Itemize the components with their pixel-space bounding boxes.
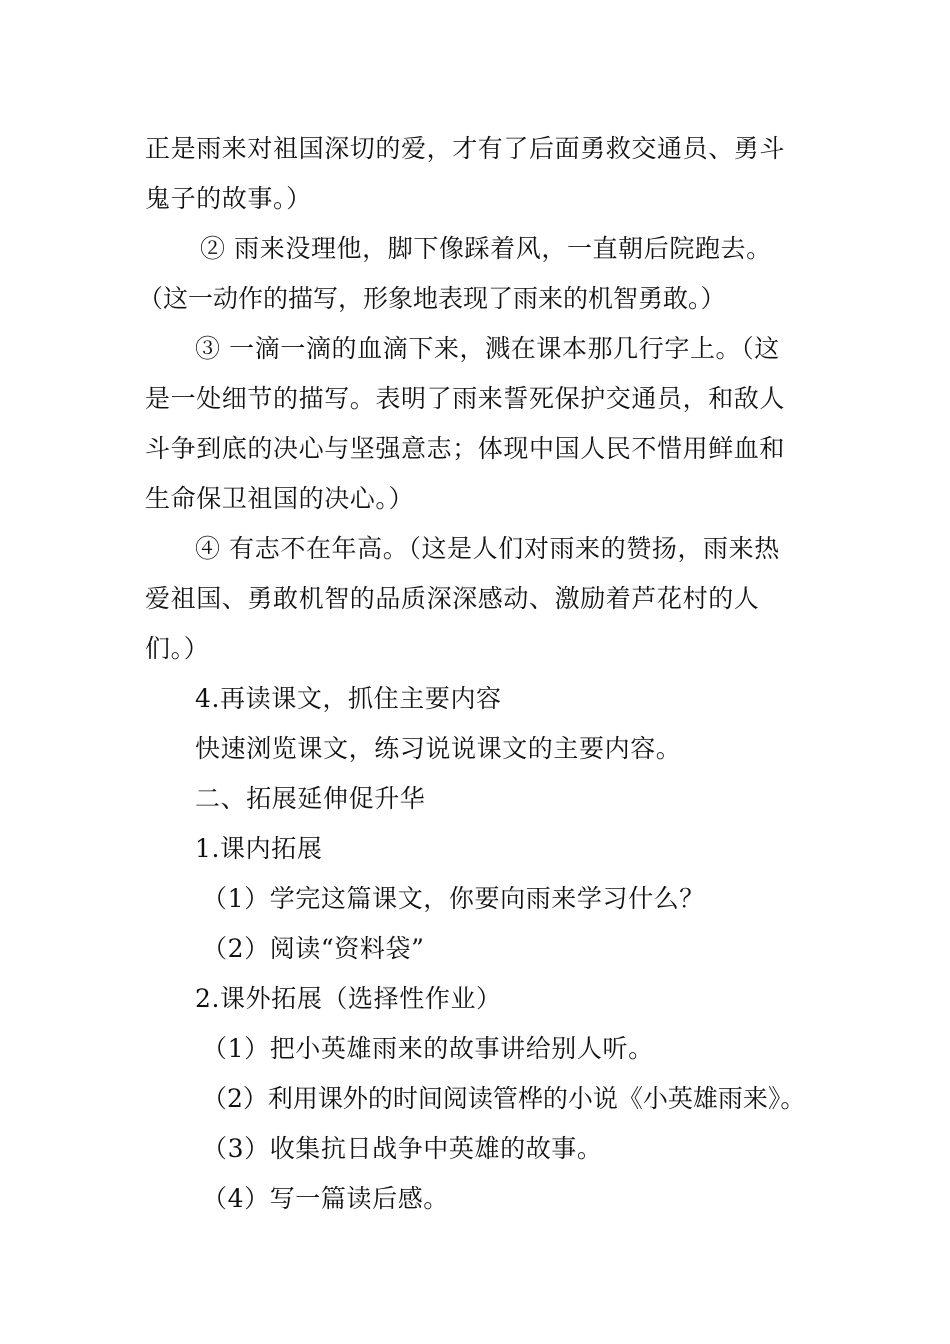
- paragraph-line: 鬼子的故事。）: [145, 184, 312, 213]
- quote-item-2: ② 雨来没理他，脚下像踩着风，一直朝后院跑去。: [200, 234, 772, 263]
- paragraph-line: 斗争到底的决心与坚强意志；体现中国人民不惜用鲜血和: [145, 434, 786, 463]
- paragraph-line: 生命保卫祖国的决心。）: [145, 484, 415, 513]
- paragraph-line: 快速浏览课文，练习说说课文的主要内容。: [195, 734, 682, 763]
- list-item: （3）收集抗日战争中英雄的故事。: [202, 1134, 603, 1163]
- paragraph-line: 正是雨来对祖国深切的爱，才有了后面勇救交通员、勇斗: [145, 134, 786, 163]
- paragraph-line: （这一动作的描写，形象地表现了雨来的机智勇敢。）: [138, 284, 726, 313]
- subsection-heading: 1.课内拓展: [195, 834, 323, 863]
- list-item: （4）写一篇读后感。: [202, 1184, 449, 1213]
- quote-item-4: ④ 有志不在年高。（这是人们对雨来的赞扬，雨来热: [195, 534, 780, 563]
- quote-item-3: ③ 一滴一滴的血滴下来，溅在课本那几行字上。（这: [195, 334, 780, 363]
- list-item: （2）阅读“资料袋”: [202, 934, 425, 963]
- paragraph-line: 是一处细节的描写。表明了雨来誓死保护交通员，和敌人: [145, 384, 786, 413]
- paragraph-line: 们。）: [145, 634, 210, 663]
- list-item: （1）学完这篇课文，你要向雨来学习什么？: [202, 884, 705, 913]
- subsection-heading: 2.课外拓展（选择性作业）: [195, 984, 502, 1013]
- section-heading: 4.再读课文，抓住主要内容: [195, 684, 502, 713]
- list-item: （1）把小英雄雨来的故事讲给别人听。: [202, 1034, 654, 1063]
- section-heading: 二、拓展延伸促升华: [195, 784, 426, 813]
- paragraph-line: 爱祖国、勇敢机智的品质深深感动、激励着芦花村的人: [145, 584, 760, 613]
- list-item: （2）利用课外的时间阅读管桦的小说《小英雄雨来》。: [202, 1084, 806, 1113]
